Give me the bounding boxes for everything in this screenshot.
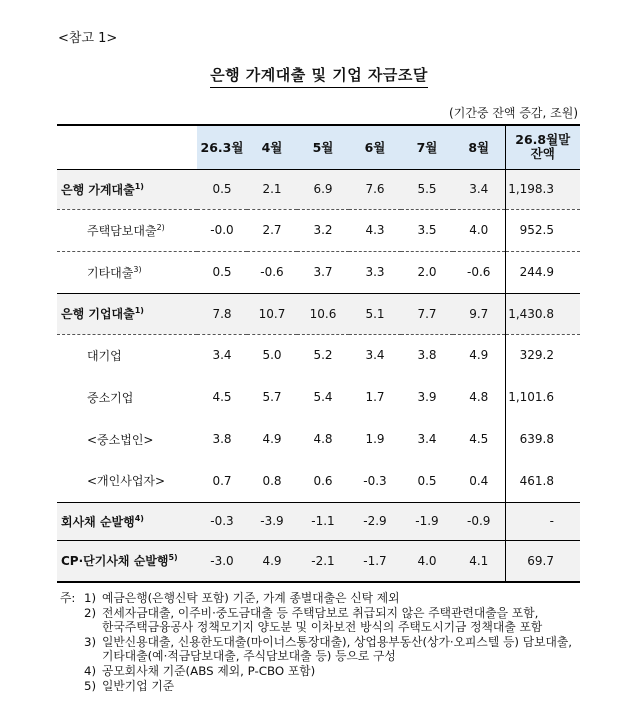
- col-header: 6월: [349, 125, 401, 169]
- value-cell: 1.9: [365, 432, 385, 446]
- value-cell: 3.4: [365, 348, 385, 363]
- value-cell: -0.6: [247, 251, 297, 293]
- row-label: [57, 293, 197, 334]
- footnote-ref: 1): [134, 181, 144, 191]
- value-cell: 6.9: [297, 169, 349, 209]
- table-row: [57, 418, 580, 460]
- value-cell: -2.9: [349, 502, 401, 540]
- value-cell: 3.8: [212, 432, 232, 446]
- loan-funding-table: [57, 124, 580, 583]
- balance-header-line1: 26.8월말: [515, 132, 571, 148]
- value-cell: 0.6: [297, 460, 349, 502]
- value-cell: 2.1: [247, 169, 297, 209]
- value-cell: 3.5: [401, 209, 453, 251]
- table-row: [57, 540, 580, 582]
- footnote-text: 예금은행(은행신탁 포함) 기준, 가계 종별대출은 신탁 제외: [102, 591, 400, 605]
- col-header: 4월: [247, 125, 297, 169]
- value-cell: -0.3: [197, 502, 247, 540]
- row-label-text: 주택담보대출: [87, 223, 157, 238]
- row-label: [57, 418, 197, 460]
- footnotes: [60, 591, 580, 693]
- table-row: [57, 376, 580, 418]
- unit-note: (기간중 잔액 증감, 조원): [449, 106, 578, 120]
- balance-cell: 1,430.8: [505, 293, 580, 334]
- value-cell: 3.4: [212, 348, 232, 363]
- footnote-number: 4): [84, 663, 97, 678]
- row-label: [57, 209, 197, 251]
- row-label: [57, 376, 197, 418]
- table-row: [57, 293, 580, 334]
- value-cell: -3.9: [247, 502, 297, 540]
- footnote-line: [60, 635, 580, 650]
- value-cell: 1.7: [365, 390, 385, 404]
- value-cell: 4.5: [212, 390, 232, 404]
- value-cell: 4.8: [469, 390, 489, 404]
- table-row: [57, 251, 580, 293]
- value-cell: 0.7: [197, 460, 247, 502]
- value-cell: 0.4: [453, 460, 505, 502]
- reference-label: <참고 1>: [58, 31, 118, 46]
- row-label: [57, 334, 197, 376]
- value-cell: 5.2: [313, 348, 333, 363]
- value-cell: 4.5: [469, 432, 489, 446]
- value-cell: -0.0: [197, 209, 247, 251]
- row-label: [57, 251, 197, 293]
- value-cell: 4.9: [469, 348, 489, 363]
- footnote-number: [84, 620, 102, 635]
- footnote-head: [60, 606, 84, 621]
- footnote-line: [60, 620, 580, 635]
- value-cell: 3.9: [417, 390, 437, 404]
- value-cell: 4.0: [453, 209, 505, 251]
- balance-header: [505, 125, 580, 169]
- value-cell: 10.6: [297, 293, 349, 334]
- col-header: 5월: [297, 125, 349, 169]
- table-header-row: [57, 125, 580, 169]
- value-cell: 5.5: [401, 169, 453, 209]
- balance-cell: 952.5: [505, 209, 580, 251]
- footnote-number: [84, 649, 102, 664]
- value-cell: 3.3: [349, 251, 401, 293]
- footnote-number: 1): [84, 591, 97, 605]
- value-cell: 4.3: [349, 209, 401, 251]
- value-cell: -3.0: [197, 540, 247, 582]
- footnote-number: 5): [84, 678, 97, 693]
- table-row: [57, 460, 580, 502]
- table-row: [57, 209, 580, 251]
- value-cell: 4.9: [247, 540, 297, 582]
- balance-cell: 1,198.3: [505, 169, 580, 209]
- row-label: [57, 460, 197, 502]
- value-cell: -0.9: [453, 502, 505, 540]
- value-cell: 3.4: [417, 432, 437, 446]
- balance-header-line2: 잔액: [530, 146, 555, 162]
- value-cell: 4.8: [313, 432, 333, 446]
- footnote-ref: 4): [134, 513, 144, 523]
- balance-cell: 329.2: [505, 334, 580, 376]
- value-cell: 5.0: [262, 348, 282, 363]
- value-cell: 9.7: [453, 293, 505, 334]
- footnote-text: 한국주택금융공사 정책모기지 양도분 및 이차보전 방식의 주택도시기금 정책대출 포함: [102, 620, 543, 635]
- value-cell: 2.0: [401, 251, 453, 293]
- balance-cell: 1,101.6: [505, 376, 580, 418]
- footnote-line: [60, 591, 580, 606]
- value-cell: 10.7: [247, 293, 297, 334]
- value-cell: -1.7: [349, 540, 401, 582]
- footnote-number: 3): [84, 634, 97, 649]
- header-blank: [57, 125, 197, 169]
- title-underline: [210, 87, 428, 88]
- value-cell: 3.4: [453, 169, 505, 209]
- row-label-text: <중소법인>: [87, 432, 154, 447]
- row-label-text: 은행 가계대출: [61, 182, 135, 197]
- footnote-head: [60, 635, 84, 650]
- value-cell: 7.8: [197, 293, 247, 334]
- col-header: 26.3월: [197, 125, 247, 169]
- table-row: [57, 169, 580, 209]
- row-label-text: 은행 기업대출: [61, 307, 135, 321]
- balance-cell: 244.9: [505, 251, 580, 293]
- value-cell: 0.5: [197, 251, 247, 293]
- footnote-text: 일반기업 기준: [102, 678, 175, 693]
- footnote-line: [60, 679, 580, 694]
- footnote-head: [60, 664, 84, 679]
- table-row: [57, 502, 580, 540]
- value-cell: 7.6: [349, 169, 401, 209]
- value-cell: 4.1: [453, 540, 505, 582]
- value-cell: 5.7: [262, 390, 282, 404]
- row-label: [57, 502, 197, 540]
- footnote-ref: 1): [134, 306, 144, 315]
- footnote-text: 공모회사채 기준(ABS 제외, P-CBO 포함): [102, 663, 316, 678]
- footnote-ref: 5): [168, 553, 178, 563]
- balance-cell: 69.7: [505, 540, 580, 582]
- value-cell: -2.1: [297, 540, 349, 582]
- col-header: 8월: [453, 125, 505, 169]
- row-label: [57, 540, 197, 582]
- footnote-line: [60, 664, 580, 679]
- footnote-ref: 3): [133, 264, 142, 274]
- row-label-text: 중소기업: [87, 390, 134, 405]
- value-cell: 0.5: [401, 460, 453, 502]
- row-label-text: 회사채 순발행: [61, 514, 135, 529]
- value-cell: 2.7: [247, 209, 297, 251]
- footnote-head: 주:: [60, 591, 76, 605]
- balance-cell: 461.8: [505, 460, 580, 502]
- value-cell: 7.7: [401, 293, 453, 334]
- footnote-head: [60, 620, 84, 635]
- value-cell: -0.6: [453, 251, 505, 293]
- footnote-ref: 2): [156, 222, 165, 232]
- value-cell: 4.9: [262, 432, 282, 446]
- value-cell: 3.7: [297, 251, 349, 293]
- value-cell: 0.8: [247, 460, 297, 502]
- page-title: 은행 가계대출 및 기업 자금조달: [210, 66, 428, 84]
- row-label-text: 기타대출: [87, 265, 134, 280]
- balance-cell: -: [505, 502, 580, 540]
- footnote-text: 일반신용대출, 신용한도대출(마이너스통장대출), 상업용부동산(상가·오피스텔 등) 담보대출,: [102, 634, 573, 649]
- value-cell: -1.9: [401, 502, 453, 540]
- value-cell: -0.3: [349, 460, 401, 502]
- row-label-text: <개인사업자>: [87, 474, 166, 489]
- value-cell: 3.8: [417, 348, 437, 363]
- row-label: [57, 169, 197, 209]
- row-label-text: CP·단기사채 순발행: [61, 554, 169, 569]
- value-cell: 5.4: [313, 390, 333, 404]
- value-cell: -1.1: [297, 502, 349, 540]
- balance-cell: 639.8: [505, 418, 580, 460]
- footnote-text: 기타대출(예·적금담보대출, 주식담보대출 등) 등으로 구성: [102, 649, 396, 664]
- value-cell: 5.1: [349, 293, 401, 334]
- footnote-head: [60, 679, 84, 694]
- footnote-head: [60, 649, 84, 664]
- footnote-text: 전세자금대출, 이주비·중도금대출 등 주택담보로 취급되지 않은 주택관련대출을 포함,: [102, 605, 539, 620]
- footnote-number: 2): [84, 605, 97, 620]
- table-row: [57, 334, 580, 376]
- footnote-line: [60, 606, 580, 621]
- footnote-line: [60, 649, 580, 664]
- value-cell: 3.2: [297, 209, 349, 251]
- value-cell: 4.0: [401, 540, 453, 582]
- row-label-text: 대기업: [87, 348, 122, 363]
- value-cell: 0.5: [197, 169, 247, 209]
- col-header: 7월: [401, 125, 453, 169]
